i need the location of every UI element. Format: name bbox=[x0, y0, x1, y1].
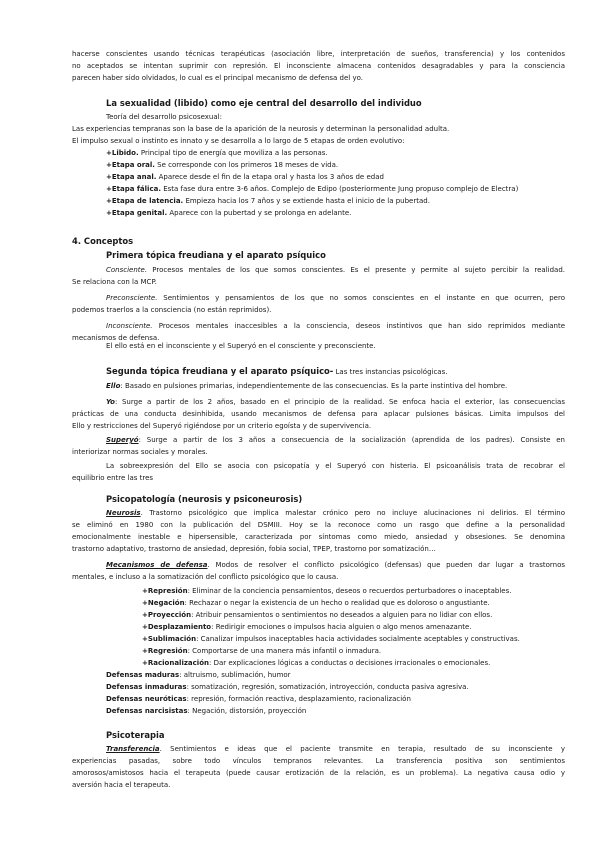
paragraph: Se relaciona con la MCP. bbox=[72, 278, 157, 286]
mechanism-item: +Racionalización: Dar explicaciones lógicas a conductas o decisiones irracionales o emocionales. bbox=[142, 659, 491, 667]
defense-item: Defensas inmaduras: somatización, regresión, somatización, introyección, conducta pasiva agresiva. bbox=[106, 683, 469, 691]
mechanism-item: +Negación: Rechazar o negar la existencia de un hecho o realidad que es doloroso o angustiante. bbox=[142, 599, 490, 607]
paragraph: El impulso sexual o instinto es innato y se desarrolla a lo largo de 5 etapas de orden evolutivo: bbox=[72, 137, 405, 145]
paragraph: La sobreexpresión del Ello se asocia con psicopatía y el Superyó con histeria. El psicoanálisis trata de recobrar el bbox=[106, 462, 565, 470]
paragraph: mentales, e incluso a la somatización del conflicto psicológico que lo causa. bbox=[72, 573, 339, 581]
subsection-heading-psicoterapia: Psicoterapia bbox=[106, 730, 165, 740]
mechanism-item: +Regresión: Comportarse de una manera más infantil o inmadura. bbox=[142, 647, 382, 655]
mechanism-item: +Sublimación: Canalizar impulsos inaceptables hacia actividades socialmente aceptables y constructivas. bbox=[142, 635, 520, 643]
paragraph: Teoría del desarrollo psicosexual: bbox=[106, 113, 222, 121]
paragraph: El ello está en el inconsciente y el Superyó en el consciente y preconsciente. bbox=[106, 342, 376, 350]
paragraph: Ello y restricciones del Superyó rigiéndose por un criterio egoísta y de supervivencia. bbox=[72, 422, 372, 430]
paragraph: Las experiencias tempranas son la base de la aparición de la neurosis y determinan la personalidad adulta. bbox=[72, 125, 450, 133]
paragraph: Ello: Basado en pulsiones primarias, independientemente de las consecuencias. Es la parte instintiva del hombre. bbox=[106, 382, 508, 390]
paragraph: Consciente. Procesos mentales de los que somos conscientes. Es el presente y permite al sujeto percibir la realidad. bbox=[106, 266, 565, 274]
paragraph: Preconsciente. Sentimientos y pensamientos de los que no somos conscientes en el instante en que ocurren, pero bbox=[106, 294, 565, 302]
paragraph: Superyó: Surge a partir de los 3 años a consecuencia de la socialización (aprendida de los padres). Consiste en bbox=[106, 436, 565, 444]
intro-line: parecen haber sido olvidados, lo cual es el principal mecanismo de defensa del yo. bbox=[72, 74, 363, 82]
list-item: +Libido. Principal tipo de energía que moviliza a las personas. bbox=[106, 149, 328, 157]
list-item: +Etapa genital. Aparece con la pubertad y se prolonga en adelante. bbox=[106, 209, 352, 217]
paragraph: Yo: Surge a partir de los 2 años, basado en el principio de la realidad. Se enfoca hacia el exterior, las consecuencias bbox=[106, 398, 565, 406]
defense-item: Defensas narcisistas: Negación, distorsión, proyección bbox=[106, 707, 307, 715]
subsection-heading-psicopatologia: Psicopatología (neurosis y psiconeurosis) bbox=[106, 494, 303, 504]
section-heading-conceptos: 4. Conceptos bbox=[72, 236, 134, 246]
defense-item: Defensas maduras: altruismo, sublimación, humor bbox=[106, 671, 291, 679]
intro-line: no aceptados se intentan suprimir con represión. El inconsciente almacena contenidos desagradables y para la consciencia bbox=[72, 62, 565, 70]
paragraph: Mecanismos de defensa. Modos de resolver el conflicto psicológico (defensas) que pueden dar lugar a trastornos bbox=[106, 561, 565, 569]
defense-item: Defensas neuróticas: represión, formación reactiva, desplazamiento, racionalización bbox=[106, 695, 411, 703]
paragraph: emocionalmente inestable e hipersensible, caracterizada por síntomas como miedo, ansiedad y obsesiones. Se denomina bbox=[72, 533, 565, 541]
paragraph: amorosos/amistosos hacia el terapeuta (puede causar erotización de la relación, es un problema). La negativa causa odio y bbox=[72, 769, 565, 777]
subsection-heading-primera-topica: Primera tópica freudiana y el aparato psíquico bbox=[106, 250, 326, 260]
paragraph: se eliminó en 1980 con la publicación del DSMIII. Hoy se la reconoce como un rasgo que define a la personalidad bbox=[72, 521, 565, 529]
subsection-heading-segunda-topica: Segunda tópica freudiana y el aparato psíquico- Las tres instancias psicológicas. bbox=[106, 366, 448, 376]
mechanism-item: +Represión: Eliminar de la conciencia pensamientos, deseos o recuerdos perturbadores o inaceptables. bbox=[142, 587, 512, 595]
paragraph: interiorizar normas sociales y morales. bbox=[72, 448, 208, 456]
paragraph: Inconsciente. Procesos mentales inaccesibles a la consciencia, deseos instintivos que han sido reprimidos mediante bbox=[106, 322, 565, 330]
list-item: +Etapa fálica. Esta fase dura entre 3-6 años. Complejo de Edipo (posteriormente Jung propuso complejo de Electra) bbox=[106, 185, 519, 193]
list-item: +Etapa oral. Se corresponde con los primeros 18 meses de vida. bbox=[106, 161, 339, 169]
paragraph: equilibrio entre las tres bbox=[72, 474, 154, 482]
paragraph: aversión hacia el terapeuta. bbox=[72, 781, 171, 789]
list-item: +Etapa anal. Aparece desde el fin de la etapa oral y hasta los 3 años de edad bbox=[106, 173, 384, 181]
paragraph: podemos traerlos a la consciencia (no están reprimidos). bbox=[72, 306, 272, 314]
mechanism-item: +Desplazamiento: Redirigir emociones o impulsos hacia alguien o algo menos amenazante. bbox=[142, 623, 472, 631]
paragraph: mecanismos de defensa. bbox=[72, 334, 160, 342]
paragraph: Neurosis. Trastorno psicológico que implica malestar crónico pero no incluye alucinaciones ni delirios. El término bbox=[106, 509, 565, 517]
list-item: +Etapa de latencia. Empieza hacia los 7 años y se extiende hasta el inicio de la pubertad. bbox=[106, 197, 430, 205]
paragraph: prácticas de una conducta desinhibida, usando mecanismos de defensa para aplacar pulsiones básicas. Limita impulsos del bbox=[72, 410, 565, 418]
paragraph: Transferencia. Sentimientos e ideas que el paciente transmite en terapia, resultado de su inconsciente y bbox=[106, 745, 565, 753]
mechanism-item: +Proyección: Atribuir pensamientos o sentimientos no deseados a alguien para no lidiar con ellos. bbox=[142, 611, 493, 619]
paragraph: experiencias pasadas, sobre todo vínculos tempranos relevantes. La transferencia positiva son sentimientos bbox=[72, 757, 565, 765]
paragraph: trastorno adaptativo, trastorno de ansiedad, depresión, fobia social, TPEP, trastorno por somatización… bbox=[72, 545, 436, 553]
section-heading-sexualidad: La sexualidad (libido) como eje central del desarrollo del individuo bbox=[106, 98, 422, 108]
intro-line: hacerse conscientes usando técnicas terapéuticas (asociación libre, interpretación de sueños, transferencia) y los contenidos bbox=[72, 50, 565, 58]
